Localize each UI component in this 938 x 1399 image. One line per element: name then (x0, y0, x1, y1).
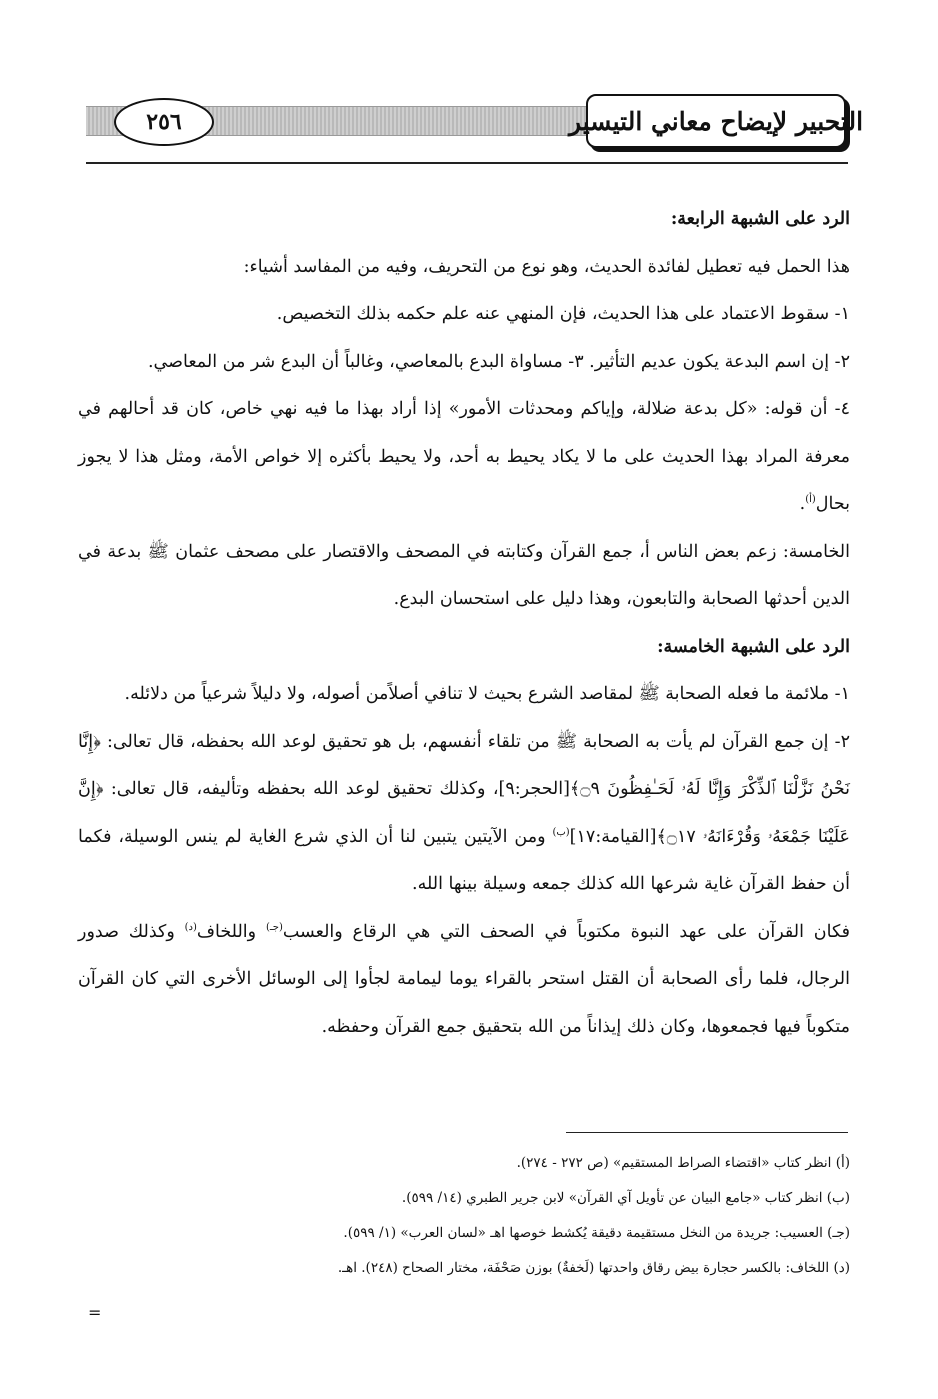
list-item: ١- سقوط الاعتماد على هذا الحديث، فإن المنهي عنه علم حكمه بذلك التخصيص. (276, 304, 850, 324)
book-title-box (568, 94, 864, 148)
running-header (86, 86, 864, 156)
footnote-ref: (ب) (552, 826, 570, 838)
paragraph: هذا الحمل فيه تعطيل لفائدة الحديث، وهو نوع من التحريف، وفيه من المفاسد أشياء: (243, 256, 850, 277)
footnote: (أ) انظر كتاب «اقتضاء الصراط المستقيم» (ص ٢٧٢ - ٢٧٤). (516, 1155, 850, 1171)
list-item: ١- ملائمة ما فعله الصحابة ﷺ لمقاصد الشرع بحيث لا تنافي أصلاًمن أصوله، ولا دليلاً شرعياً من دلائله. (124, 684, 850, 704)
footnote-separator (566, 1132, 848, 1133)
footnote: (د) اللخاف: بالكسر حجارة بيض رقاق واحدتها (لَخفةٌ) بوزن صَحْفَة، مختار الصحاح (٢٤٨). اهـ. (337, 1260, 850, 1276)
paragraph: الخامسة: زعم بعض الناس أ، جمع القرآن وكتابته في المصحف والاقتصار على مصحف عثمان ﷺ بدعة في الدين أحدثها الصحابة والتابعون، وهذا دليل على استحسان البدع. (78, 541, 850, 609)
footnote: (ب) انظر كتاب «جامع البيان عن تأويل آي القرآن» لابن جرير الطبري (١٤/ ٥٩٩). (401, 1190, 850, 1206)
page-number-oval (114, 98, 214, 146)
footnotes (78, 1146, 850, 1286)
footnote: (جـ) العسيب: جريدة من النخل مستقيمة دقيقة يُكشط خوصها اهـ «لسان العرب» (١/ ٥٩٩). (343, 1225, 850, 1241)
page-number: ٢٥٦ (146, 109, 182, 135)
footnote-ref: (أ) (805, 494, 816, 506)
book-title: التحبير لإيضاح معاني التيسير (568, 106, 864, 136)
main-text (78, 196, 850, 1051)
header-rule (86, 162, 848, 164)
list-item: ٢- إن اسم البدعة يكون عديم التأثير. ٣- مساواة البدع بالمعاصي، وغالباً أن البدع شر من المعاصي. (147, 351, 850, 372)
continuation-mark: = (88, 1303, 102, 1322)
footnote-ref: (د) (184, 921, 197, 933)
footnote-ref: (جـ) (265, 921, 283, 933)
heading-fourth-rebuttal: الرد على الشبهة الرابعة: (670, 209, 850, 229)
list-item: ٢- إن جمع القرآن لم يأت به الصحابة ﷺ من تلقاء أنفسهم، بل هو تحقيق لوعد الله بحفظه، قال تعالى: ﴿إِنَّا نَحْنُ نَزَّلْنَا ٱلذِّكْرَ وَإِنَّا لَهُۥ لَحَـٰفِظُونَ ۝٩﴾[الحجر:٩]، وكذلك تحقيق لوعد الله بحفظه وتأليفه، قال تعالى: ﴿إِنَّ عَلَيْنَا جَمْعَهُۥ وَقُرْءَانَهُۥ ۝١٧﴾[القيامة:١٧]$^{(ب)}$ ومن الآيتين يتبين لنا أن الذي شرع الغاية لم ينس الوسيلة، فكما أن حفظ القرآن غاية شرعها الله كذلك جمعه وسيلة بينها الله. (78, 731, 850, 894)
heading-fifth-rebuttal: الرد على الشبهة الخامسة: (657, 636, 850, 657)
paragraph: فكان القرآن على عهد النبوة مكتوباً في الصحف التي هي الرقاع والعسب$^{(جـ)}$ واللخاف$^{(د)}$ وكذلك صدور الرجال، فلما رأى الصحابة أن القتل استحر بالقراء يوما ليمامة لجأوا إلى الوسائل الأخرى التي كان القرآن متكوباً فيها فجمعوها، وكان ذلك إيذاناً من الله بتحقيق جمع القرآن وحفظه. (78, 921, 851, 1037)
list-item: ٤- أن قوله: «كل بدعة ضلالة، وإياكم ومحدثات الأمور» إذا أراد بهذا ما فيه نهي خاص، كان قد أحالهم في معرفة المراد بهذا الحديث على ما لا يكاد يحيط به أحد، ولا يحيط بأكثره إلا خواص الأمة، ومثل هذا لا يجوز بحال$^{(أ)}$. (78, 399, 850, 514)
